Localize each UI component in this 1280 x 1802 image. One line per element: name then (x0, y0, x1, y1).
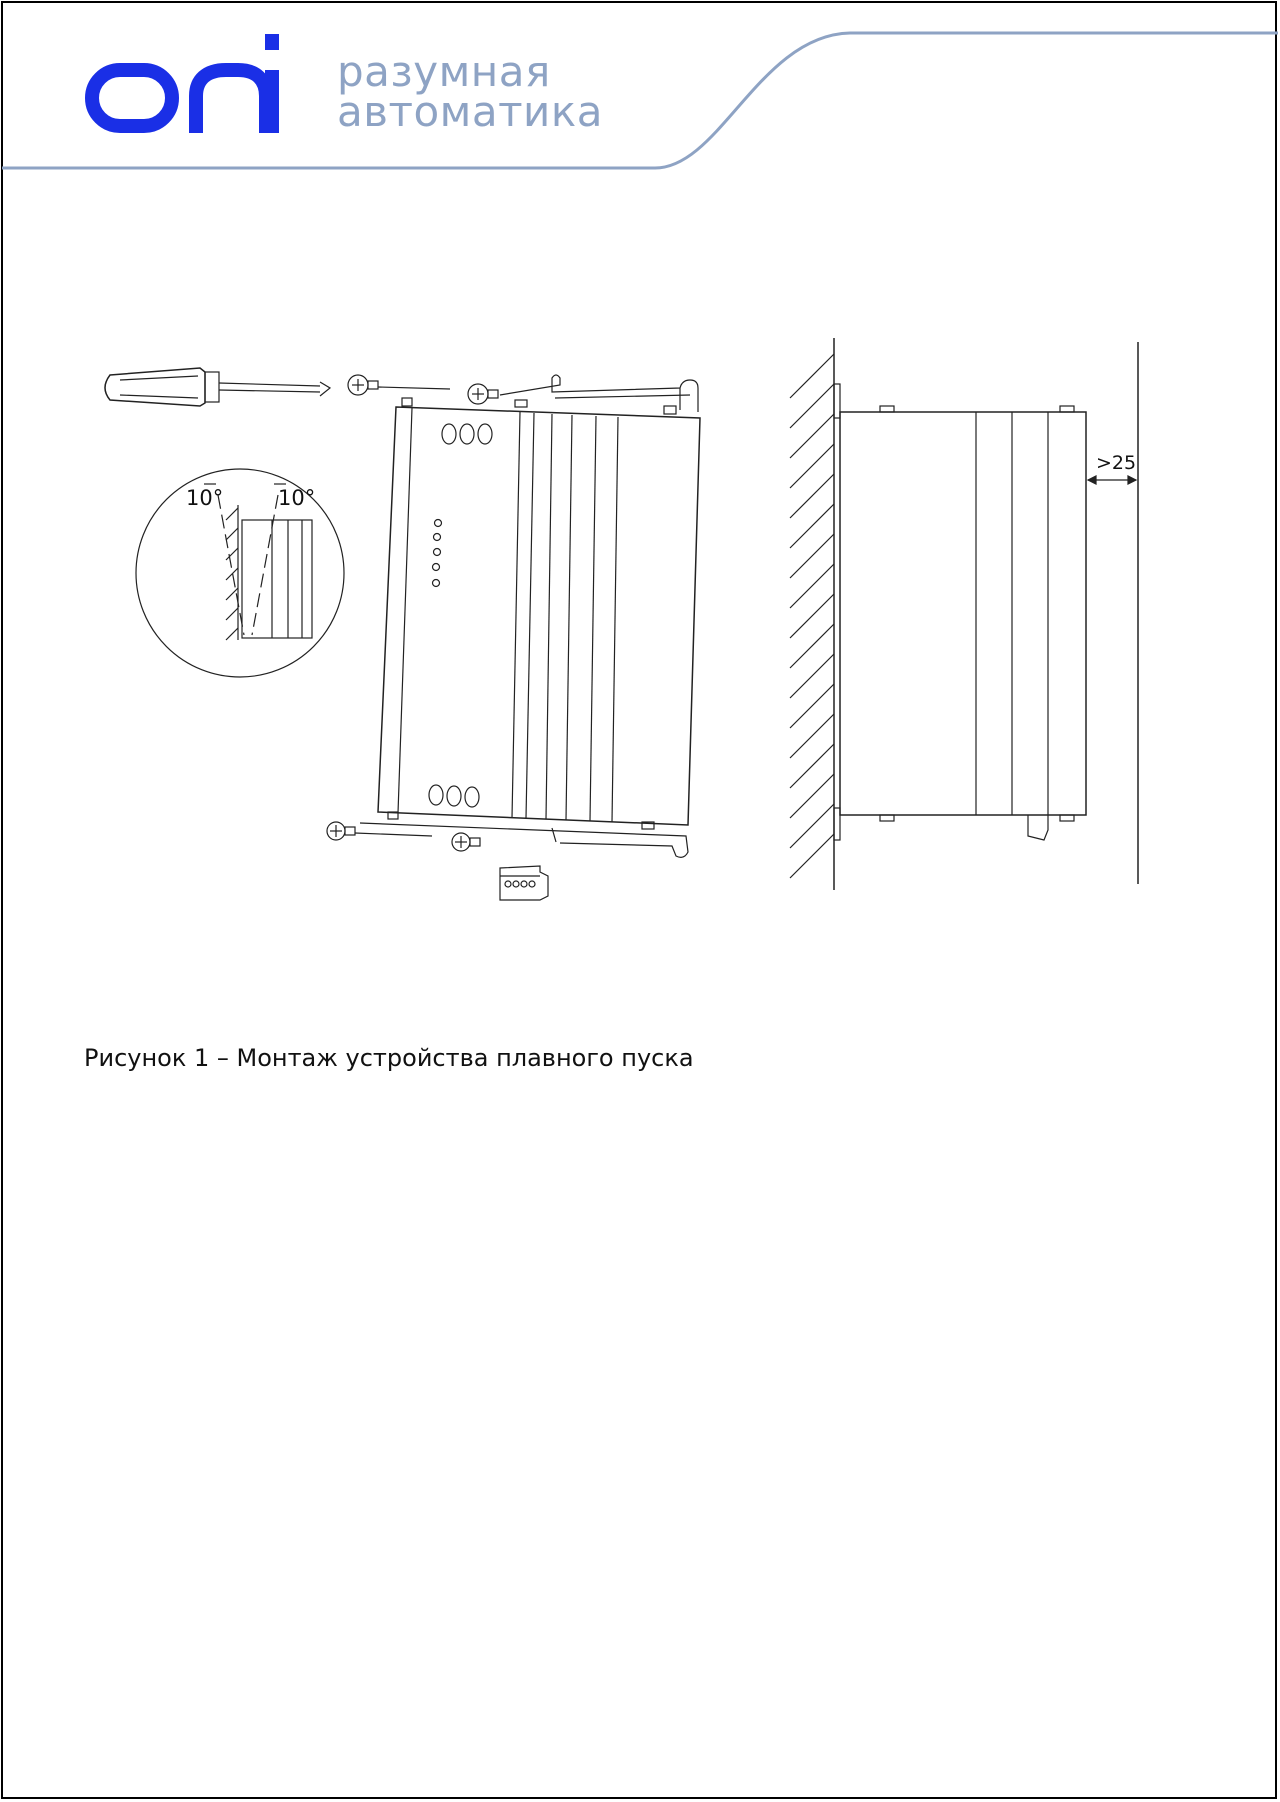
screw-top-right-icon (468, 384, 498, 404)
clearance-label: >25 (1096, 452, 1137, 474)
screw-bottom-right-icon (452, 833, 480, 851)
angle-right-label: 10° (278, 486, 316, 510)
device-side-view (834, 342, 1138, 884)
terminal-block-icon (500, 866, 548, 900)
screwdriver-icon (105, 368, 330, 406)
bottom-bracket (360, 823, 688, 857)
tagline-line-2: автоматика (337, 87, 603, 136)
wall-hatch (790, 338, 834, 890)
soft-starter-device (378, 398, 700, 829)
angle-left-label: 10° (186, 486, 224, 510)
tagline-line-1: разумная (337, 47, 551, 96)
figure-caption: Рисунок 1 – Монтаж устройства плавного пуска (84, 1044, 694, 1072)
screw-top-left-icon (348, 375, 450, 395)
